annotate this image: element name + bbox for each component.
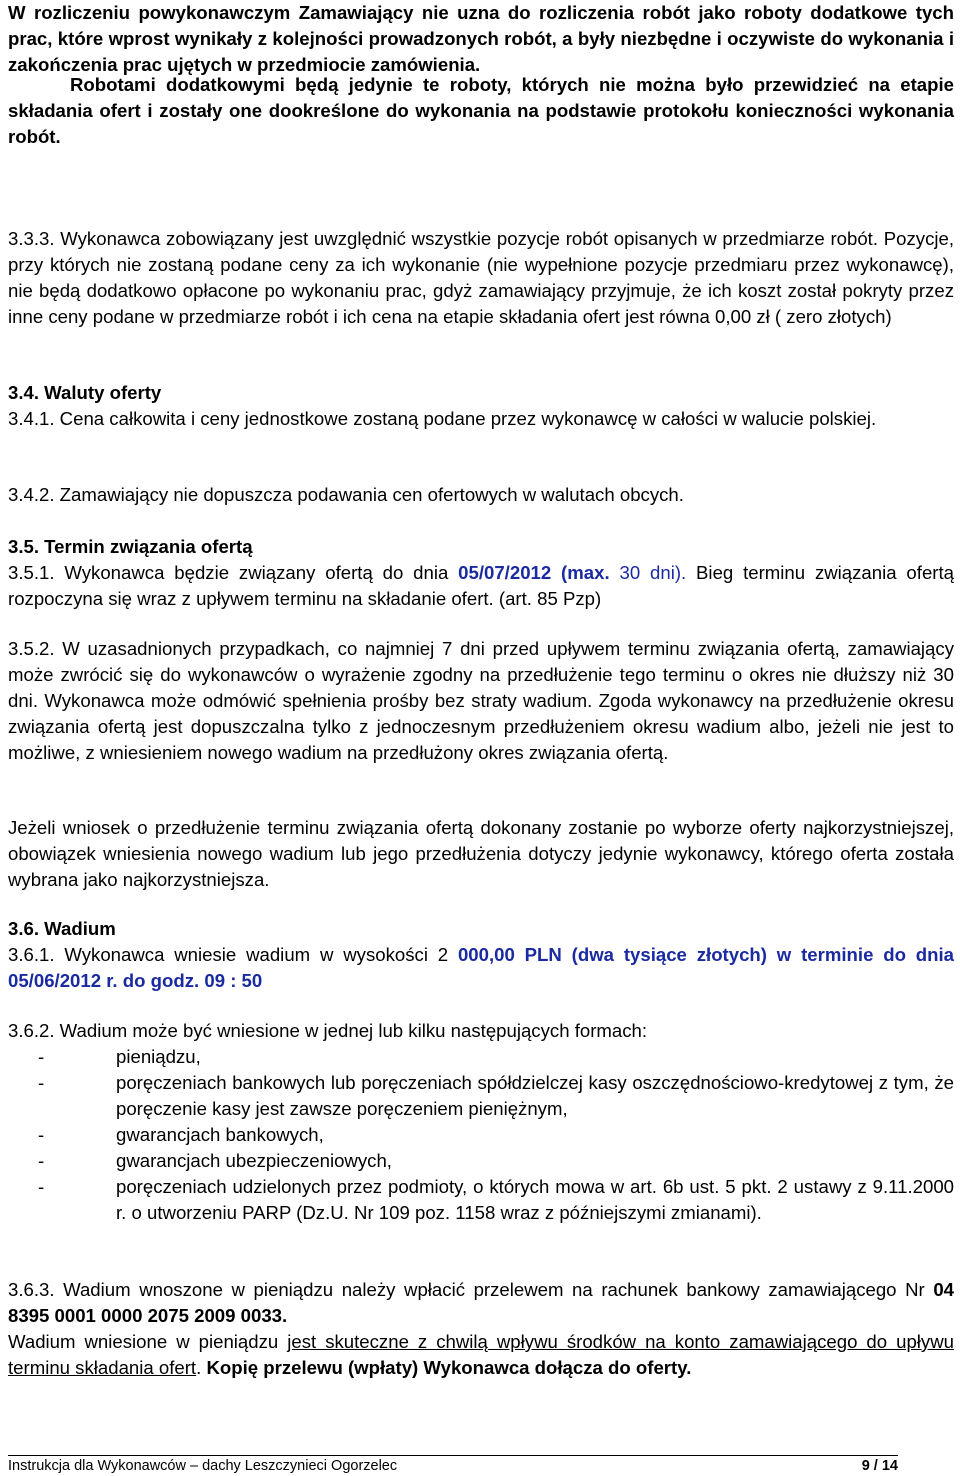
paragraph-additional-works-definition: Robotami dodatkowymi będą jedynie te roboty, których nie można było przewidzieć na etapie składania ofert i zostały one dookreślone do wykonania na podstawie protokołu konieczności wykonania robót. [8, 74, 954, 147]
paragraph-3-6-2: 3.6.2. Wadium może być wniesione w jednej lub kilku następujących formach: [8, 1020, 648, 1041]
paragraph-3-6-1 [8, 942, 954, 994]
deposit-amount-deadline: 000,00 PLN (dwa tysiące złotych) w terminie do dnia 05/06/2012 r. do godz. 09 : 50 [8, 944, 955, 991]
paragraph-deposit-effective: Wadium wniesione w pieniądzu jest skuteczne z chwilą wpływu środków na konto zamawiającego do upływu terminu składania ofert. Kopię przelewu (wpłaty) Wykonawca dołącza do oferty. [8, 1331, 954, 1378]
transfer-copy-note: Kopię przelewu (wpłaty) Wykonawca dołącza do oferty. [206, 1357, 692, 1378]
paragraph-3-4-2: 3.4.2. Zamawiający nie dopuszcza podawania cen ofertowych w walutach obcych. [8, 484, 684, 505]
paragraph-additional-works-settlement: W rozliczeniu powykonawczym Zamawiający nie uzna do rozliczenia robót jako roboty dodatkowe tych prac, które wprost wynikały z kolejności prowadzonych robót, a były niezbędne i oczywiste do wykonania i zakończenia prac ujętych w przedmiocie zamówienia. [8, 2, 954, 75]
list-dash: - [38, 1046, 45, 1067]
text-3-6-3-start: 3.6.3. Wadium wnoszone w pieniądzu należy wpłacić przelewem na rachunek bankowy zamawiającego Nr [8, 1279, 934, 1300]
paragraph-3-4-1: 3.4.1. Cena całkowita i ceny jednostkowe zostaną podane przez wykonawcę w całości w walucie polskiej. [8, 408, 877, 429]
list-dash: - [38, 1072, 45, 1093]
heading-3-5-offer-validity: 3.5. Termin związania ofertą [8, 536, 253, 557]
paragraph-3-5-1 [8, 560, 954, 612]
text-deposit-start: Wadium wniesione w pieniądzu [8, 1331, 288, 1352]
list-item: - gwarancjach bankowych, [38, 1122, 954, 1148]
text-3-5-1-end: Bieg terminu związania ofertą rozpoczyna się wraz z upływem terminu na składanie ofert. (art. 85 Pzp) [8, 562, 954, 609]
footer-document-title: Instrukcja dla Wykonawców – dachy Leszczynieci Ogorzelec [8, 1458, 398, 1474]
offer-validity-date: 05/07/2012 (max. [458, 562, 620, 583]
page-footer [8, 1455, 898, 1476]
footer-page-number: 9 / 14 [861, 1458, 898, 1474]
paragraph-3-5-2: 3.5.2. W uzasadnionych przypadkach, co najmniej 7 dni przed upływem terminu związania ofertą, zamawiający może zwrócić się do wykonawców o wyrażenie zgodny na przedłużenie tego terminu o okres nie dłuższy niż 30 dni. Wykonawca może odmówić spełnienia prośby bez straty wadium. Zgoda wykonawcy na przedłużenie okresu związania ofertą jest dopuszczalna tylko z jednoczesnym przedłużeniem okresu wadium albo, jeżeli nie jest to możliwe, z wniesieniem nowego wadium na przedłużony okres związania ofertą. [8, 638, 954, 763]
text-3-6-1-start: 3.6.1. Wykonawca wniesie wadium w wysokości 2 [8, 944, 458, 965]
list-dash: - [38, 1176, 45, 1197]
paragraph-3-3-3: 3.3.3. Wykonawca zobowiązany jest uwzględnić wszystkie pozycje robót opisanych w przedmiarze robót. Pozycje, przy których nie zostaną podane ceny za ich wykonanie (nie wypełnione pozycje przedmiaru przez wykonawcę), nie będą dodatkowo opłacone po wykonaniu prac, gdyż zamawiający przyjmuje, że ich koszt został pokryty przez inne ceny podane w przedmiarze robót i ich cena na etapie składania ofert jest równa 0,00 zł ( zero złotych) [8, 228, 954, 327]
heading-3-4-currency: 3.4. Waluty oferty [8, 382, 162, 403]
text-3-5-1-start: 3.5.1. Wykonawca będzie związany ofertą do dnia [8, 562, 459, 583]
list-dash: - [38, 1124, 45, 1145]
deposit-effective-underlined: jest skuteczne z chwilą wpływu środków na konto zamawiającego do upływu terminu składania ofert [8, 1331, 954, 1378]
heading-3-6-deposit: 3.6. Wadium [8, 918, 116, 939]
list-item: - pieniądzu, [38, 1044, 954, 1070]
paragraph-extension-request: Jeżeli wniosek o przedłużenie terminu związania ofertą dokonany zostanie po wyborze oferty najkorzystniejszej, obowiązek wniesienia nowego wadium lub jego przedłużenia dotyczy jedynie wykonawcy, którego oferta została wybrana jako najkorzystniejsza. [8, 817, 954, 890]
offer-validity-days: 30 dni). [619, 562, 687, 583]
deposit-forms-list [38, 1044, 954, 1226]
list-dash: - [38, 1150, 45, 1171]
list-item: - poręczeniach bankowych lub poręczeniach spółdzielczej kasy oszczędnościowo-kredytowej z tym, że poręczenie kasy jest zawsze poręczeniem pieniężnym, [38, 1072, 954, 1119]
bank-account-number: 04 8395 0001 0000 2075 2009 0033. [8, 1279, 954, 1326]
paragraph-3-6-3 [8, 1277, 954, 1329]
list-item: - poręczeniach udzielonych przez podmioty, o których mowa w art. 6b ust. 5 pkt. 2 ustawy z 9.11.2000 r. o utworzeniu PARP (Dz.U. Nr 109 poz. 1158 wraz z późniejszymi zmianami). [38, 1176, 954, 1223]
list-item: - gwarancjach ubezpieczeniowych, [38, 1148, 954, 1174]
